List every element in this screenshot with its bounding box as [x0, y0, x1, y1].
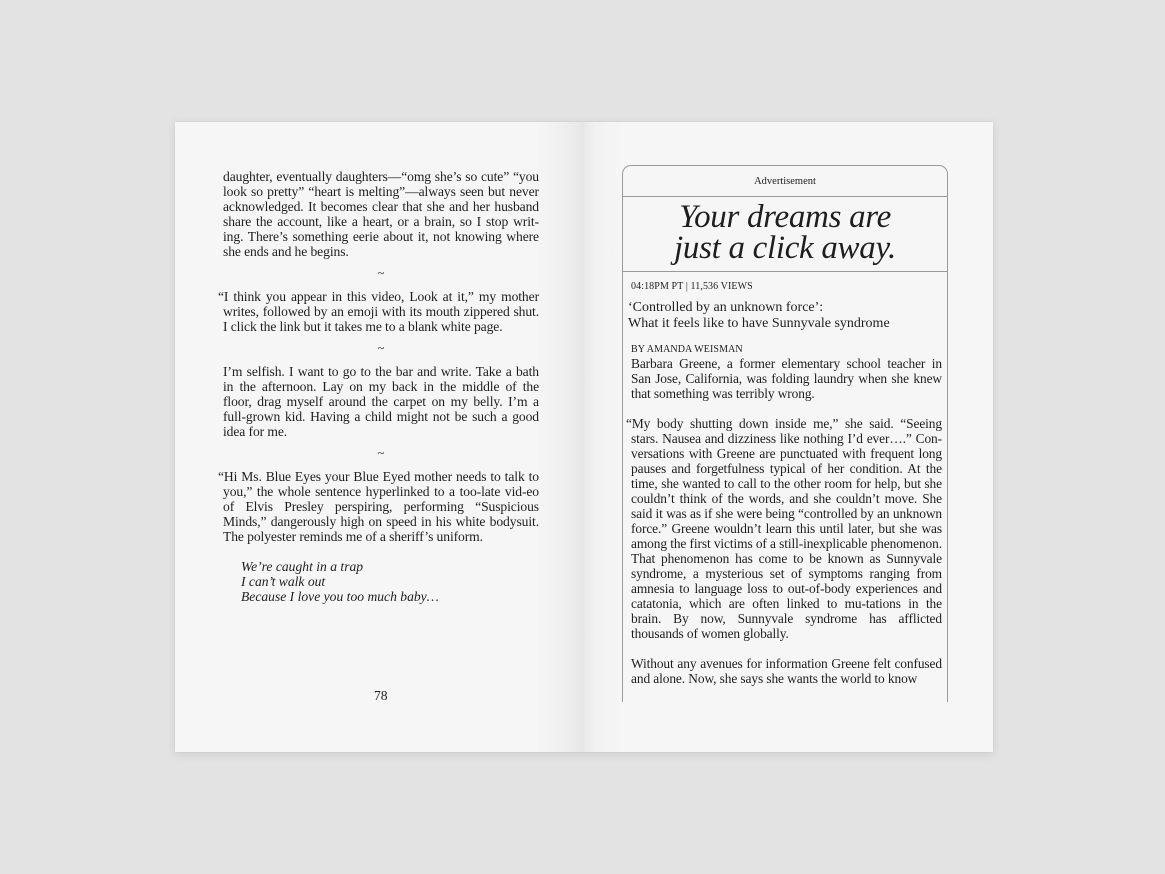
ornament-divider-icon: ~ [377, 266, 385, 280]
lyric-line: We’re caught in a trap [241, 559, 364, 574]
ad-headline-line: Your dreams are [679, 199, 891, 235]
advertisement-label: Advertisement [623, 166, 947, 197]
paragraph: “Hi Ms. Blue Eyes your Blue Eyed mother needs to talk to you,” the whole sentence hyperlinked to a too-late vid-eo of Elvis Presley perspiring, performing “Suspicious Minds,” dangerously high on speed in his white bodysuit. The polyester reminds me of a sheriff’s uniform. [218, 469, 539, 544]
paragraph: “I think you appear in this video, Look at it,” my mother writes, followed by an emoji with its mouth zippered shut. I click the link but it takes me to a blank white page. [218, 289, 539, 334]
left-text-column [218, 169, 539, 604]
article-paragraph: Without any avenues for information Greene felt confused and alone. Now, she says she wants the world to know [631, 656, 942, 686]
headline-line: What it feels like to have Sunnyvale syndrome [628, 315, 890, 331]
headline-line: ‘Controlled by an unknown force’: [628, 300, 824, 315]
article-paragraph: Barbara Greene, a former elementary school teacher in San Jose, California, was folding laundry when she knew that something was terribly wrong. [631, 356, 942, 401]
paragraph: I’m selfish. I want to go to the bar and write. Take a bath in the afternoon. Lay on my back in the middle of the floor, drag myself around the carpet on my belly. I’m a full-grown kid. Having a child might not be such a good idea for me. [223, 364, 539, 439]
browser-mockup-frame [622, 165, 948, 702]
article-paragraph: “My body shutting down inside me,” she said. “Seeing stars. Nausea and dizziness like nothing I’d ever….” Con-versations with Greene are punctuated with frequent long pauses and forgetfulness typical of her condition. At the time, she wanted to call to the other room for help, but she couldn’t think of the words, and she couldn’t move. She said it was as if she were being “controlled by an unknown force.” Greene wouldn’t learn this until later, but she was among the first victims of a still-inexplicable phenomenon. That phenomenon has come to be known as Sunnyvale syndrome, a mysterious set of symptoms ranging from amnesia to language loss to out-of-body experiences and catatonia, which are often linked to mu-tations in the brain. By now, Sunnyvale syndrome has afflicted thousands of women globally. [626, 416, 942, 641]
lyric-line: I can’t walk out [241, 574, 326, 589]
article-meta: 04:18PM PT | 11,536 VIEWS [631, 281, 753, 292]
ad-headline-line: just a click away. [674, 230, 896, 266]
ornament-divider-icon: ~ [377, 446, 385, 460]
song-lyrics [223, 559, 539, 604]
left-page [175, 122, 584, 752]
article-byline: BY AMANDA WEISMAN [631, 344, 743, 355]
lyric-line: Because I love you too much baby… [241, 589, 439, 604]
news-article [623, 272, 947, 686]
paragraph: daughter, eventually daughters—“omg she’s so cute” “you look so pretty” “heart is melting”—always seen but never acknowledged. It becomes clear that she and her husband share the account, like a heart, or a brain, so I stop writ-ing. There’s something eerie about it, not knowing where she ends and he begins. [223, 169, 539, 259]
advertisement-banner[interactable] [623, 197, 947, 272]
open-book [175, 122, 993, 752]
right-page [584, 122, 993, 752]
ornament-divider-icon: ~ [377, 341, 385, 355]
page-number: 78 [374, 688, 388, 703]
article-headline[interactable] [628, 300, 942, 331]
